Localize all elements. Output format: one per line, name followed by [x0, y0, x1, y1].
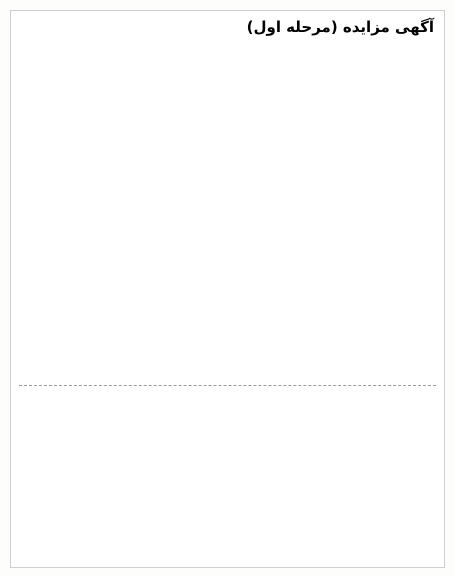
notice-title: آگهی مزایده (مرحله اول)	[246, 18, 434, 36]
notice-body-part-1	[19, 41, 436, 381]
section-separator	[19, 385, 436, 386]
auction-notice	[10, 10, 445, 568]
notice-body-part-2	[19, 392, 436, 568]
